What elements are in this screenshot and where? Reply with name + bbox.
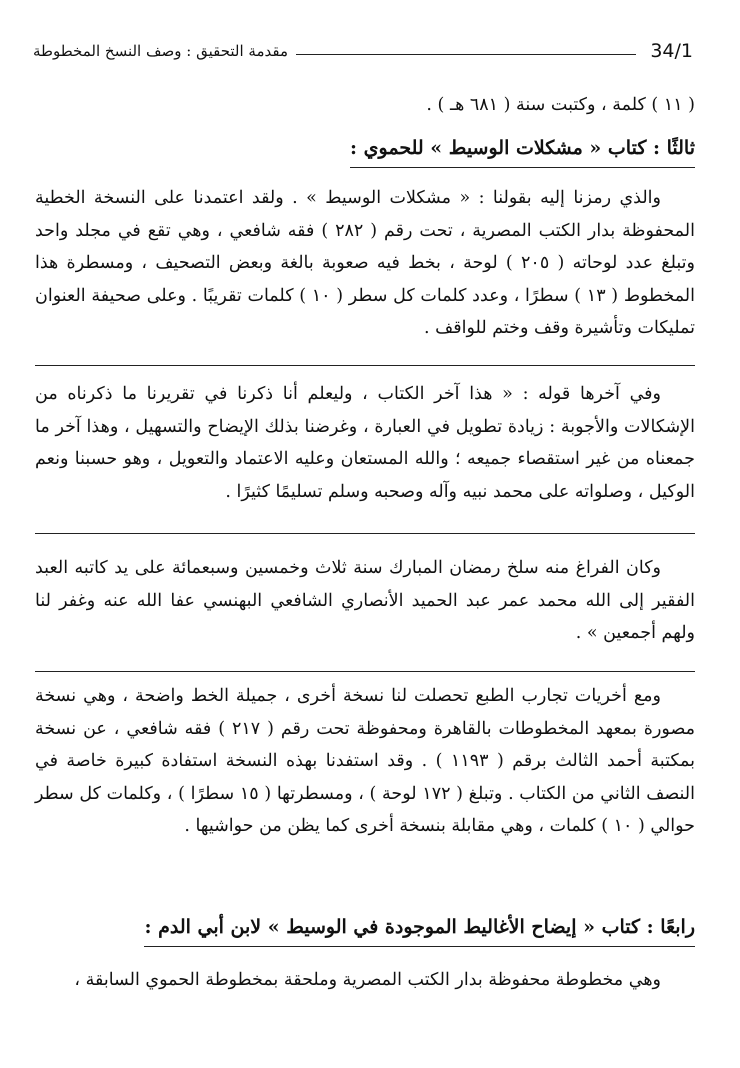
section-divider [35, 533, 695, 534]
section-heading-third [35, 131, 695, 168]
paragraph-manuscript-description: والذي رمزنا إليه بقولنا : « مشكلات الوسيط » . ولقد اعتمدنا على النسخة الخطية المحفوظة بدار الكتب المصرية ، تحت رقم ( ٢٨٢ ) فقه شافعي ، وهي تقع في مجلد واحد وتبلغ عدد لوحاته ( ٢٠٥ ) لوحة ، بخط فيه صعوبة بالغة وبعض التصحيف ، ومسطرة هذا المخطوط ( ١٣ ) سطرًا ، وعدد كلمات كل سطر ( ١٠ ) كلمات تقريبًا . وعلى صحيفة العنوان تمليكات وتأشيرة وقف وختم للواقف . [35, 188, 696, 339]
section-heading-fourth-text: رابعًا : كتاب « إيضاح الأغاليط الموجودة في الوسيط » لابن أبي الدم : [144, 910, 695, 947]
paragraph-completion-date: وكان الفراغ منه سلخ رمضان المبارك سنة ثلاث وخمسين وسبعمائة على يد كاتبه العبد الفقير إلى الله محمد عمر عبد الحميد الأنصاري الشافعي البهنسي عفا الله عنه وغفر لنا ولهم أجمعين » . [35, 558, 695, 644]
section-heading-third-text: ثالثًا : كتاب « مشكلات الوسيط » للحموي : [350, 131, 695, 168]
paragraph-colophon-quote: وفي آخرها قوله : « هذا آخر الكتاب ، وليعلم أنا ذكرنا في تقريرنا ما ذكرناه من الإشكالات والأجوبة : زيادة تطويل في العبارة ، وغرضنا بذلك الإيضاح والتسهيل ، وهذا آخر ما جمعناه من غير استقصاء جميعه ؛ والله المستعان وعليه الاعتماد والتعويل ، وهو حسبنا ونعم الوكيل ، وصلواته على محمد نبيه وآله وصحبه وسلم تسليمًا كثيرًا . [35, 384, 695, 502]
carryover-line: ( ١١ ) كلمة ، وكتبت سنة ( ٦٨١ هـ ) . [426, 95, 695, 115]
page-number: 34/1 [650, 40, 693, 62]
section-divider [35, 671, 695, 672]
header-title: مقدمة التحقيق : وصف النسخ المخطوطة [33, 42, 288, 60]
section-divider [35, 365, 695, 366]
running-header [33, 34, 693, 68]
section-heading-fourth [35, 910, 695, 947]
paragraph-second-copy: ومع أخريات تجارب الطبع تحصلت لنا نسخة أخرى ، جميلة الخط واضحة ، وهي نسخة مصورة بمعهد المخطوطات بالقاهرة ومحفوظة تحت رقم ( ٢١٧ ) فقه شافعي ، عن نسخة بمكتبة أحمد الثالث برقم ( ١١٩٣ ) . وقد استفدنا بهذه النسخة استفادة كبيرة خاصة في النصف الثاني من الكتاب . وتبلغ ( ١٧٢ لوحة ) ، ومسطرتها ( ١٥ سطرًا ) ، وكلمات كل سطر حوالي ( ١٠ ) كلمات ، وهي مقابلة بنسخة أخرى كما يظن من حواشيها . [35, 686, 695, 837]
paragraph-ibn-abi-al-dam: وهي مخطوطة محفوظة بدار الكتب المصرية وملحقة بمخطوطة الحموي السابقة ، [74, 970, 661, 990]
header-rule [296, 54, 636, 55]
